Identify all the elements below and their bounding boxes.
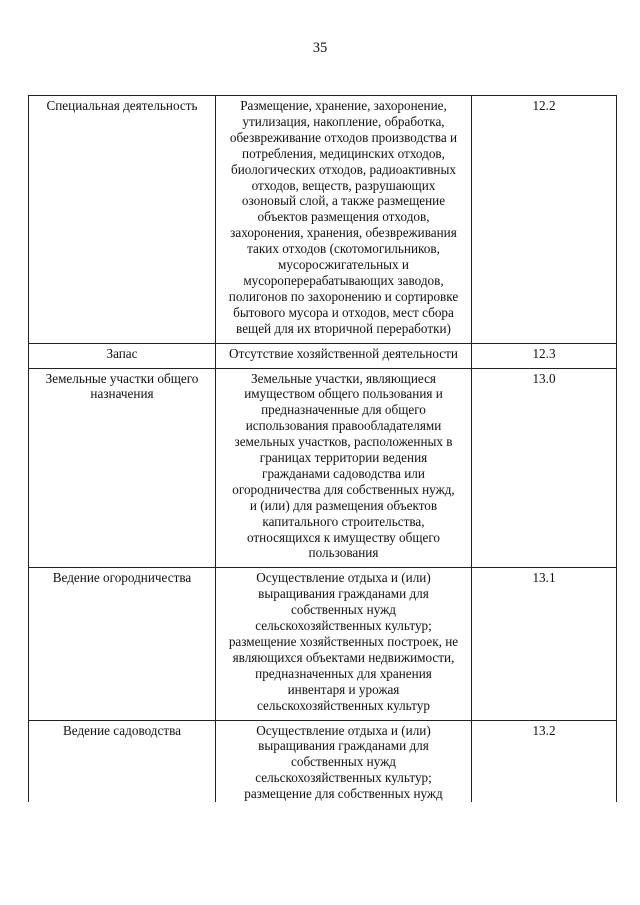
land-use-name: Ведение садоводства xyxy=(29,720,216,802)
land-use-name: Земельные участки общего назначения xyxy=(29,368,216,568)
table-row xyxy=(29,720,617,802)
land-use-description: Земельные участки, являющиеся имуществом общего пользования и предназначенные для общего использования правообладателями земельных участков, расположенных в границах территории ведения гражданами садоводства или огородничества для собственных нужд, и (или) для размещения объектов капитального строительства, относящихся к имуществу общего пользования xyxy=(216,368,472,568)
table-row xyxy=(29,568,617,720)
page-number: 35 xyxy=(312,40,328,56)
table-row xyxy=(29,96,617,344)
land-use-code: 12.2 xyxy=(472,96,617,344)
land-use-name: Специальная деятельность xyxy=(29,96,216,344)
land-use-description: Размещение, хранение, захоронение, утилизация, накопление, обработка, обезвреживание отходов производства и потребления, медицинских отходов, биологических отходов, радиоактивных отходов, веществ, разрушающих озоновый слой, а также размещение объектов размещения отходов, захоронения, хранения, обезвреживания таких отходов (скотомогильников, мусоросжигательных и мусороперерабатывающих заводов, полигонов по захоронению и сортировке бытового мусора и отходов, мест сбора вещей для их вторичной переработки) xyxy=(216,96,472,344)
table-row xyxy=(29,368,617,568)
land-use-code: 13.2 xyxy=(472,720,617,802)
land-use-description: Осуществление отдыха и (или) выращивания гражданами для собственных нужд сельскохозяйственных культур; размещение хозяйственных построек, не являющихся объектами недвижимости, предназначенных для хранения инвентаря и урожая сельскохозяйственных культур xyxy=(216,568,472,720)
land-use-description: Осуществление отдыха и (или) выращивания гражданами для собственных нужд сельскохозяйственных культур; размещение для собственных нужд xyxy=(216,720,472,802)
land-use-table xyxy=(28,95,617,802)
land-use-name: Запас xyxy=(29,343,216,368)
land-use-code: 12.3 xyxy=(472,343,617,368)
land-use-description: Отсутствие хозяйственной деятельности xyxy=(216,343,472,368)
land-use-code: 13.1 xyxy=(472,568,617,720)
land-use-name: Ведение огородничества xyxy=(29,568,216,720)
land-use-code: 13.0 xyxy=(472,368,617,568)
table-row xyxy=(29,343,617,368)
